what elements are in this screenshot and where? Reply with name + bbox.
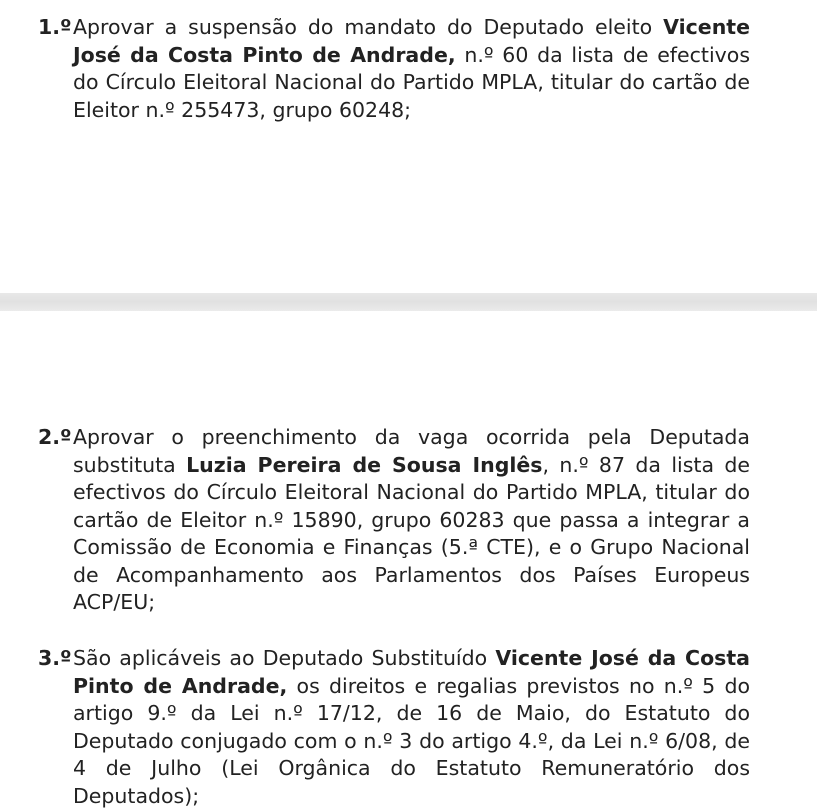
article-text: [73, 645, 750, 810]
article-text-rest: n.º 60 da lista de efectivos do Círculo Eleitoral Nacional do Partido MPLA, titular do cartão de Eleitor n.º 255473, grupo 60248;: [73, 42, 750, 122]
article-2: [38, 424, 750, 617]
article-number: 2.º: [38, 425, 72, 449]
article-text: [73, 14, 750, 124]
article-text-lead: Aprovar a suspensão do mandato do Deputado eleito: [73, 15, 664, 39]
deputy-name: Vicente José da Costa Pinto de Andrade,: [73, 646, 750, 698]
article-text-rest: os direitos e regalias previstos no n.º 5 do artigo 9.º da Lei n.º 17/12, de 16 de Maio, do Estatuto do Deputado conjugado com o n.º 3 do artigo 4.º, da Lei n.º 6/08, de 4 de Julho (Lei Orgânica do Estatuto Remuneratório dos Deputados);: [73, 673, 750, 808]
article-text-lead: Aprovar o preenchimento da vaga ocorrida pela Deputada substituta: [73, 425, 750, 477]
article-text: [73, 424, 750, 617]
article-3: [38, 645, 750, 810]
article-text-lead: São aplicáveis ao Deputado Substituído: [73, 646, 496, 670]
article-number: 1.º: [38, 15, 72, 39]
article-text-rest: , n.º 87 da lista de efectivos do Círculo Eleitoral Nacional do Partido MPLA, titular do cartão de Eleitor n.º 15890, grupo 60283 que passa a integrar a Comissão de Economia e Finanças (5.ª CTE), e o Grupo Nacional de Acompanhamento aos Parlamentos dos Países Europeus ACP/EU;: [73, 452, 750, 614]
page-break-divider: [0, 293, 817, 311]
deputy-name: Luzia Pereira de Sousa Inglês: [186, 452, 543, 477]
article-1: [38, 14, 750, 124]
article-number: 3.º: [38, 646, 72, 670]
deputy-name: Vicente José da Costa Pinto de Andrade,: [73, 15, 750, 67]
